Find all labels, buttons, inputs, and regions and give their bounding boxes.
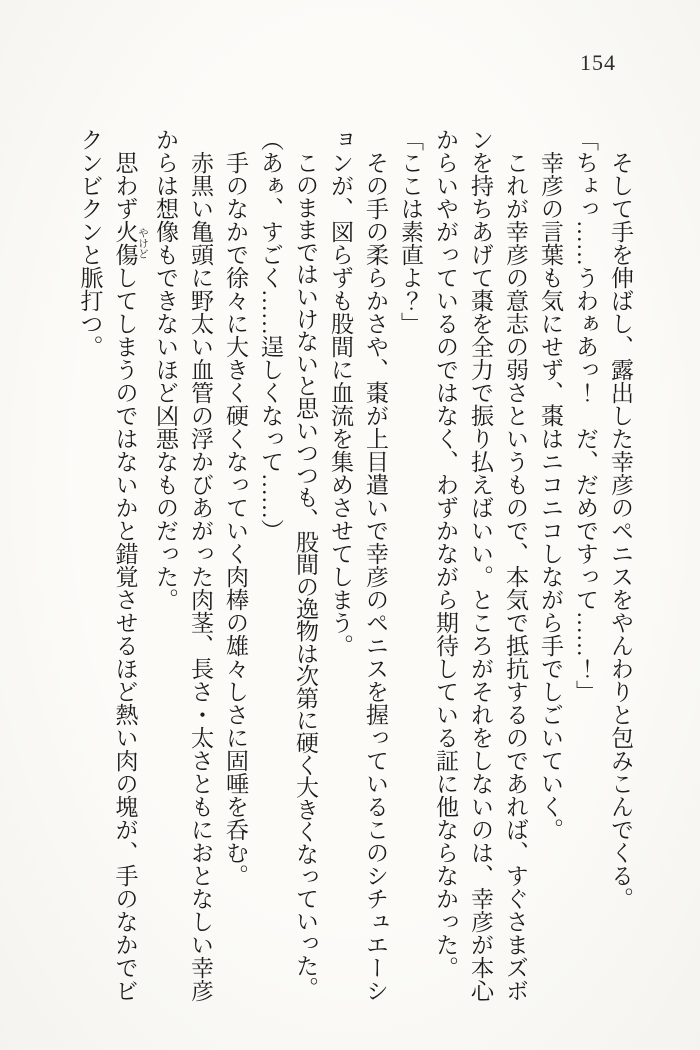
paragraph: このままではいけないと思いつつも、股間の逸物は次第に硬く大きくなっていった。	[293, 151, 318, 999]
furigana-ruby: 火傷 やけど	[112, 220, 148, 266]
paragraph: 思わず火傷 やけどしてしまうのではないかと錯覚させるほど熱い肉の塊が、手のなかでビクンビクンと脈打つ。	[77, 128, 148, 1002]
paragraph: 「ここは素直よ？」	[398, 128, 423, 335]
paragraph: 赤黒い亀頭に野太い血管の浮かびあがった肉茎、長さ・太さともにおとなしい幸彦からは想像もできないほど凶悪なものだった。	[153, 128, 213, 1002]
paragraph: （あぁ、すごく……逞しくなって……）	[258, 128, 283, 542]
text-body	[76, 128, 638, 1004]
paragraph: 「ちょっ……うわぁあっ！ だ、だめですって……！」	[573, 128, 598, 703]
paragraph: その手の柔らかさや、棗が上目遣いで幸彦のペニスを握っているこのシチュエーションが、図らずも股間に血流を集めさせてしまう。	[328, 128, 388, 1002]
paragraph: 幸彦の言葉も気にせず、棗はニコニコしながら手でしごいていく。	[538, 151, 563, 841]
furigana-text: やけど	[137, 220, 148, 266]
paragraph: 手のなかで徐々に大きく硬くなっていく肉棒の雄々しさに固唾を呑む。	[223, 151, 248, 887]
paragraph: そして手を伸ばし、露出した幸彦のペニスをやんわりと包みこんでくる。	[608, 151, 633, 910]
page-number: 154	[580, 50, 616, 75]
paragraph: これが幸彦の意志の弱さというもので、本気で抵抗するのであれば、すぐさまズボンを持ちあげて棗を全力で振り払えばいい。ところがそれをしないのは、幸彦が本心からいやがっているのではなく、わずかながら期待している証に他ならなかった。	[433, 128, 528, 1002]
